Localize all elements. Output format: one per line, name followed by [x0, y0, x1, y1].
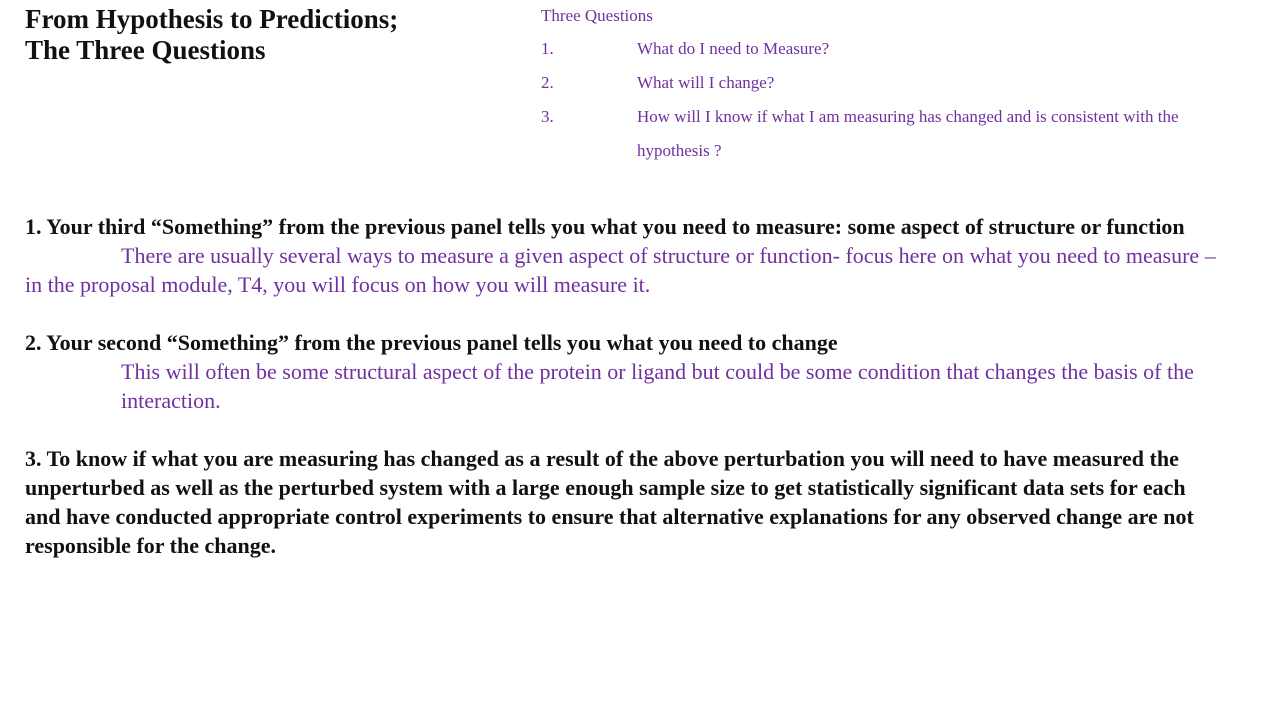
spacer: [25, 299, 1220, 328]
question-text: What do I need to Measure?: [637, 39, 830, 58]
point-1-heading: 1. Your third “Something” from the previous panel tells you what you need to measure: some aspect of structure or function: [25, 214, 1185, 239]
slide-title-line-2: The Three Questions: [25, 35, 266, 65]
slide-body: [25, 212, 1220, 560]
point-1-detail: There are usually several ways to measure a given aspect of structure or function- focus here on what you need to measure – in the proposal module, T4, you will focus on how you will measure it.: [25, 243, 1216, 297]
question-number: 3.: [541, 107, 554, 126]
point-2-detail: This will often be some structural aspect of the protein or ligand but could be some condition that changes the basis of the interaction.: [121, 359, 1194, 413]
question-number: 2.: [541, 73, 554, 92]
three-questions-heading: Three Questions: [541, 6, 653, 25]
question-text: How will I know if what I am measuring has changed and is consistent with the hypothesis ?: [637, 107, 1179, 160]
question-item: [541, 32, 1241, 66]
question-text: What will I change?: [637, 73, 775, 92]
three-questions-box: [541, 4, 1241, 168]
spacer: [25, 415, 1220, 444]
point-2-heading: 2. Your second “Something” from the previous panel tells you what you need to change: [25, 330, 838, 355]
question-number: 1.: [541, 39, 554, 58]
slide-title-line-1: From Hypothesis to Predictions;: [25, 4, 399, 34]
point-3-heading: 3. To know if what you are measuring has changed as a result of the above perturbation you will need to have measured the unperturbed as well as the perturbed system with a large enough sample size to get statistically significant data sets for each and have conducted appropriate control experiments to ensure that alternative explanations for any observed change are not responsible for the change.: [25, 446, 1194, 558]
question-item: [541, 66, 1241, 100]
question-item: [541, 100, 1241, 168]
slide-title: [25, 4, 495, 66]
